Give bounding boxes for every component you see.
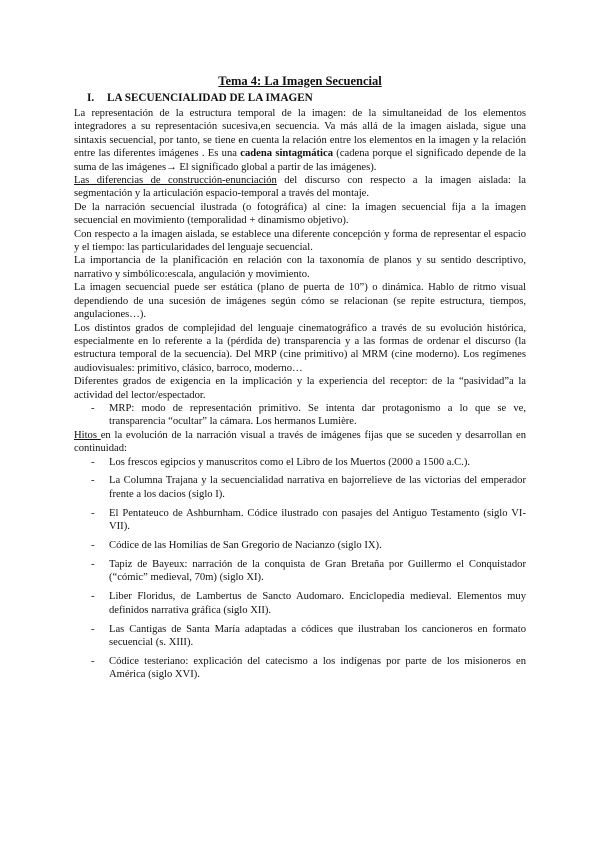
list-item: - Liber Floridus, de Lambertus de Sancto Audomaro. Enciclopedia medieval. Elementos muy definidos narrativa gráfica (siglo XII).	[74, 590, 526, 617]
mrp-list	[74, 402, 526, 429]
hitos-list	[74, 456, 526, 682]
list-item: - El Pentateuco de Ashburnham. Códice ilustrado con pasajes del Antiguo Testamento (siglo VI-VII).	[74, 507, 526, 534]
paragraph-1	[74, 107, 526, 174]
paragraph-2	[74, 174, 526, 201]
paragraph-1-text: La representación de la estructura temporal de la imagen: de la simultaneidad de los elementos integradores a su representación sucesiva,en secuencia. Va más allá de la imagen aislada, sigue una sintaxis secuencial, por tanto, se tiene en cuenta la relación entre los elementos en la imagen y la relación entre las diferentes imágenes . Es una	[74, 108, 526, 160]
paragraph-9-text: en la evolución de la narración visual a través de imágenes fijas que se suceden y desarrollan en continuidad:	[74, 429, 526, 455]
document-title: Tema 4: La Imagen Secuencial	[218, 74, 382, 88]
document-content	[74, 74, 526, 687]
list-item: - Las Cantigas de Santa María adaptadas a códices que ilustraban los cancioneros en formato secuencial (s. XIII).	[74, 623, 526, 650]
list-item: - Los frescos egipcios y manuscritos como el Libro de los Muertos (2000 a 1500 a.C.).	[74, 456, 526, 469]
list-item: - MRP: modo de representación primitivo. Se intenta dar protagonismo a lo que se ve, transparencia “ocultar” la cámara. Los hermanos Lumière.	[74, 402, 526, 429]
paragraph-8: Diferentes grados de exigencia en la implicación y la experiencia del receptor: de la “pasividad”a la actividad del lector/espectador.	[74, 376, 526, 401]
paragraph-2-underline: Las diferencias de construcción-enunciación	[74, 175, 277, 187]
section-number: I.	[87, 92, 95, 104]
paragraph-1-bold: cadena sintagmática	[240, 148, 333, 160]
section-heading	[74, 91, 526, 105]
list-item: - Tapiz de Bayeux: narración de la conquista de Gran Bretaña por Guillermo el Conquistador (“cómic” medieval, 70m) (siglo XI).	[74, 558, 526, 585]
paragraph-5: La importancia de la planificación en relación con la taxonomía de planos y su sentido descriptivo, narrativo y simbólico:escala, angulación y movimiento.	[74, 255, 526, 280]
paragraph-4: Con respecto a la imagen aislada, se establece una diferente concepción y forma de representar el espacio y el tiempo: las particularidades del lenguaje secuencial.	[74, 228, 526, 254]
list-item: - Códice testeriano: explicación del catecismo a los indígenas por parte de los misioneros en América (siglo XVI).	[74, 655, 526, 682]
paragraph-1-tail: (cadena porque el significado depende de la suma de las imágenes→ El significado global a partir de las imágenes).	[74, 148, 526, 173]
paragraph-2-text: del discurso con respecto a la imagen aislada: la segmentación y la articulación espacio-temporal a través del montaje.	[74, 175, 526, 200]
paragraph-9-underline: Hitos	[74, 429, 101, 441]
paragraph-7: Los distintos grados de complejidad del lenguaje cinematográfico a través de su evolución histórica, especialmente en lo referente a la (pérdida de) transparencia y a las formas de ordenar el discurso (la estructura temporal de la secuencia). Del MRP (cine primitivo) al MRM (cine moderno). Los regímenes audiovisuales: primitivo, clásico, barroco, moderno…	[74, 322, 526, 374]
paragraph-3: De la narración secuencial ilustrada (o fotográfica) al cine: la imagen secuencial fija a la imagen secuencial en movimiento (temporalidad + dinamismo objetivo).	[74, 201, 526, 227]
paragraph-9	[74, 429, 526, 456]
list-item: - La Columna Trajana y la secuencialidad narrativa en bajorrelieve de las victorias del emperador frente a los dacios (siglo I).	[74, 474, 526, 501]
section-title: LA SECUENCIALIDAD DE LA IMAGEN	[107, 92, 313, 104]
list-item: - Códice de las Homilías de San Gregorio de Nacianzo (siglo IX).	[74, 539, 526, 552]
paragraph-6: La imagen secuencial puede ser estática (plano de puerta de 10”) o dinámica. Hablo de ritmo visual dependiendo de una sucesión de imágenes según cómo se relacionan (se repite estructura, tiempos, angulaciones…).	[74, 282, 526, 321]
